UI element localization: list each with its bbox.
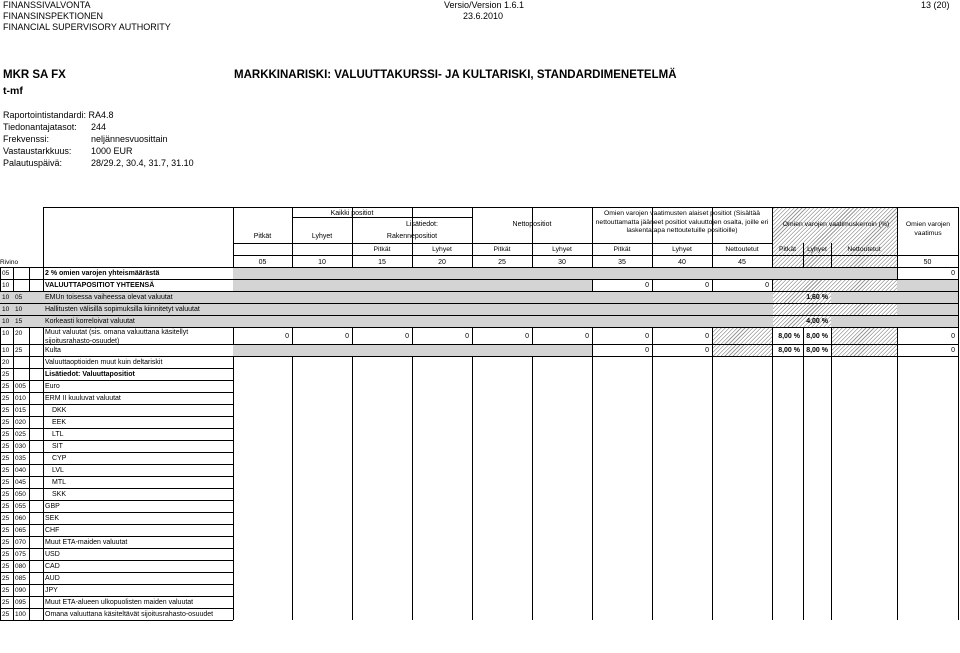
subheader-pitkat-7: Pitkät [779,246,796,253]
reporter-level-label: Tiedonantajatasot: [3,122,77,132]
row-border [0,512,233,513]
row-label: AUD [45,575,60,582]
row-label: USD [45,551,60,558]
row-label: Muut valuutat (sis. omana valuuttana käsitellyt sijoitusrahasto-osuudet) [45,329,189,345]
org-name-en: FINANCIAL SUPERVISORY AUTHORITY [3,22,171,32]
kerroin-code-hatch [773,256,897,267]
header-net-positions: Nettopositiot [512,221,552,228]
row-border [0,356,958,357]
cell-value: 8,00 % [806,347,828,354]
row-hatch [713,345,772,356]
header-capital-req-factor: Omien varojen vaatimuskerroin (%) [782,221,890,228]
cell-value: 4,00 % [806,318,828,325]
row-label: MTL [52,479,66,486]
row-border [0,560,233,561]
row-label: GBP [45,503,60,510]
row-border [0,572,233,573]
subheader-nettoutetut-6: Nettoutetut [725,246,759,253]
row-label: Kulta [45,347,61,354]
row-code-a: 25 [2,563,10,570]
row-code-a: 25 [2,515,10,522]
row-hatch [713,328,772,344]
response-precision-label: Vastaustarkkuus: [3,146,72,156]
header-structural-positions: Rakennepositiot [386,233,438,240]
header-additional-info: Lisätiedot: [406,221,438,228]
frequency-value: neljännesvuosittain [91,134,168,144]
row-border [0,428,233,429]
row-label: EMUn toisessa vaiheessa olevat valuutat [45,294,173,301]
cell-value: 8,00 % [806,333,828,340]
column-code-05: 05 [258,259,267,266]
cell-value: 8,00 % [778,333,800,340]
row-code-a: 25 [2,383,10,390]
row-code-b: 045 [15,479,26,486]
row-label: JPY [45,587,58,594]
subheader-pitkat-0: Pitkät [373,246,391,253]
subheader-lyhyet-8: Lyhyet [807,246,827,253]
subheader-lyhyet-5: Lyhyet [672,246,692,253]
row-border [0,488,233,489]
frequency-label: Frekvenssi: [3,134,50,144]
row-border [0,524,233,525]
cell-value: 0 [705,333,709,340]
row-code-b: 055 [15,503,26,510]
row-label: SEK [45,515,60,522]
row-code-a: 10 [2,330,10,337]
row-code-a: 25 [2,395,10,402]
cell-value: 0 [405,333,409,340]
cell-value: 0 [465,333,469,340]
header-capital-req: Omien varojen vaatimus [905,221,951,237]
form-code: MKR SA FX [3,69,66,81]
row-code-b: 015 [15,407,26,414]
column-code-35: 35 [618,259,626,266]
row-label: ERM II kuuluvat valuutat [45,395,121,402]
row-code-b: 10 [15,306,23,313]
row-code-a: 25 [2,455,10,462]
row-label: LVL [52,467,64,474]
cell-value: 0 [585,333,589,340]
row-shade [233,345,592,356]
return-date-label: Palautuspäivä: [3,158,63,168]
cell-value: 0 [951,270,955,277]
row-shade [233,280,592,291]
row-border [0,536,233,537]
row-hatch [773,280,897,291]
row-code-b: 20 [15,330,23,337]
row-code-b: 010 [15,395,26,402]
row-label: LTL [52,431,64,438]
row-code-b: 040 [15,467,26,474]
row-hatch [832,345,897,356]
row-code-b: 075 [15,551,26,558]
row-border [0,548,233,549]
header-left-border [43,207,44,267]
row-border [0,440,233,441]
row-border [0,608,233,609]
row-code-a: 25 [2,407,10,414]
row-label: SIT [52,443,63,450]
row-code-a: 20 [2,359,10,366]
row-shade [897,316,958,327]
row-border [0,500,233,501]
row-hatch [773,304,897,315]
row-border [0,584,233,585]
row-code-a: 25 [2,419,10,426]
row-label: SKK [52,491,67,498]
column-code-20: 20 [438,259,446,266]
row-code-a: 25 [2,431,10,438]
row-shade [897,280,958,291]
row-number-header: Rivino [0,259,19,266]
header-long: Pitkät [253,233,272,240]
row-code-a: 25 [2,443,10,450]
response-precision-value: 1000 EUR [91,146,133,156]
row-code-a: 25 [2,491,10,498]
form-title: MARKKINARISKI: VALUUTTAKURSSI- JA KULTARISKI, STANDARDIMENETELMÄ [234,69,677,81]
row-code-a: 10 [2,306,10,313]
column-code-15: 15 [378,259,386,266]
reporting-standard: Raportointistandardi: RA4.8 [3,110,114,120]
row-hatch [832,328,897,344]
subheader-nettoutetut-9: Nettoutetut [847,246,881,253]
row-code-b: 050 [15,491,26,498]
row-label: VALUUTTAPOSITIOT YHTEENSÄ [45,282,155,289]
form-unit: t-mf [3,85,23,97]
reporter-level-value: 244 [91,122,107,132]
page-number: 13 (20) [921,0,950,10]
org-name-fi: FINANSSIVALVONTA [3,0,91,10]
row-code-b: 080 [15,563,26,570]
cell-value: 0 [645,347,649,354]
row-code-b: 005 [15,383,26,390]
row-code-b: 05 [15,294,23,301]
cell-value: 0 [525,333,529,340]
header-short: Lyhyet [311,233,333,240]
row-code-b: 030 [15,443,26,450]
row-code-b: 035 [15,455,26,462]
column-code-30: 30 [558,259,566,266]
row-label: Muut ETA-maiden valuutat [45,539,128,546]
row-code-b: 15 [15,318,23,325]
cell-value: 8,00 % [778,347,800,354]
row-code-a: 10 [2,294,10,301]
header-capital-req-positions: Omien varojen vaatimusten alaiset positiot (Sisältää nettouttamatta jääneet positiot valuuttojen osalta, joille eri laskentatapa nettoutetuille positioille) [595,210,769,234]
org-name-sv: FINANSINSPEKTIONEN [3,11,104,21]
row-code-a: 25 [2,599,10,606]
row-code-b: 100 [15,611,26,618]
col-line-11 [958,207,959,620]
row-code-b: 060 [15,515,26,522]
row-code-b: 25 [15,347,23,354]
row-code-a: 25 [2,479,10,486]
subheader-lyhyet-1: Lyhyet [432,246,452,253]
row-code-b: 070 [15,539,26,546]
row-border [0,380,233,381]
row-code-a: 25 [2,371,10,378]
row-border [0,464,233,465]
cell-value: 0 [345,333,349,340]
row-code-a: 25 [2,587,10,594]
cell-value: 0 [765,282,769,289]
row-code-a: 25 [2,575,10,582]
column-code-45: 45 [738,259,746,266]
cell-value: 0 [705,347,709,354]
row-code-b: 020 [15,419,26,426]
version-date: 23.6.2010 [463,11,504,21]
row-label: Lisätiedot: Valuuttapositiot [45,371,135,378]
row-code-a: 05 [2,270,10,277]
row-border [0,476,233,477]
row-label: CAD [45,563,60,570]
row-code-a: 25 [2,551,10,558]
column-code-40: 40 [678,259,686,266]
row-code-a: 10 [2,347,10,354]
row-border [0,596,233,597]
cell-value: 0 [951,347,955,354]
row-border [0,392,233,393]
row-border [0,416,233,417]
row-label: Valuuttaoptioiden muut kuin deltariskit [45,359,163,366]
row-code-b: 025 [15,431,26,438]
row-label: Euro [45,383,60,390]
row-code-a: 25 [2,539,10,546]
column-code-25: 25 [498,259,506,266]
row-border [0,620,233,621]
row-label: Muut ETA-alueen ulkopuolisten maiden valuutat [45,599,194,606]
return-date-value: 28/29.2, 30.4, 31.7, 31.10 [91,158,194,168]
header-all-positions: Kaikki positiot [330,210,374,217]
cell-value: 0 [285,333,289,340]
row-label: 2 % omien varojen yhteismäärästä [45,270,160,277]
row-code-b: 095 [15,599,26,606]
row-code-b: 090 [15,587,26,594]
row-shade [897,292,958,303]
row-label: DKK [52,407,67,414]
cell-value: 0 [951,333,955,340]
row-code-a: 10 [2,318,10,325]
row-code-a: 25 [2,611,10,618]
row-label: EEK [52,419,67,426]
row-label: Hallitusten välisillä sopimuksilla kiinnitetyt valuutat [45,306,200,313]
row-code-a: 25 [2,467,10,474]
cell-value: 1,60 % [806,294,828,301]
row-label: Omana valuuttana käsiteltävät sijoitusrahasto-osuudet [45,611,214,618]
row-code-b: 085 [15,575,26,582]
cell-value: 0 [705,282,709,289]
subheader-pitkat-2: Pitkät [493,246,511,253]
cell-value: 0 [645,282,649,289]
subheader-pitkat-4: Pitkät [613,246,631,253]
row-label: CYP [52,455,67,462]
row-shade [233,268,897,279]
row-label: Korkeasti korreloivat valuutat [45,318,135,325]
column-code-50: 50 [923,259,932,266]
subheader-lyhyet-3: Lyhyet [552,246,572,253]
row-code-a: 10 [2,282,10,289]
row-code-a: 25 [2,503,10,510]
row-code-a: 25 [2,527,10,534]
cell-value: 0 [645,333,649,340]
version-label: Versio/Version 1.6.1 [444,0,525,10]
row-label: CHF [45,527,60,534]
row-border [0,368,233,369]
row-code-b: 065 [15,527,26,534]
row-border [0,404,233,405]
column-code-10: 10 [318,259,326,266]
row-border [0,452,233,453]
row-shade [897,304,958,315]
